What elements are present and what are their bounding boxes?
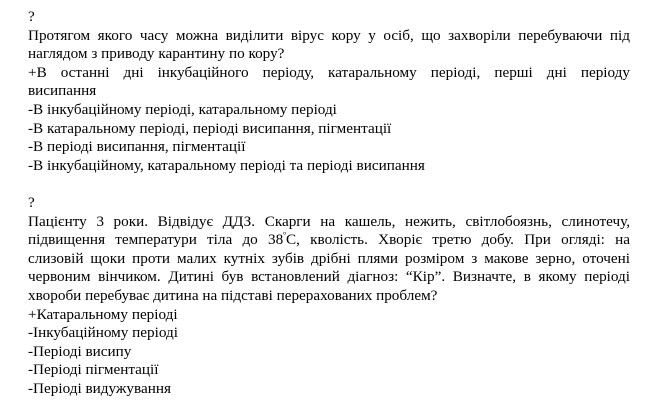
question-stem-line-with-temperature: [28, 231, 630, 250]
test-document: [28, 8, 630, 398]
answer-option: -Періоді пігментації: [28, 361, 159, 379]
question-stem-line: Пацієнту 3 роки. Відвідує ДДЗ. Скарги на кашель, нежить, світлобоязнь, слинотечу,: [28, 212, 630, 230]
question-stem-line: слизовій щоки проти малих кутніх зубів дрібні плями розміром з макове зерно, оточені: [28, 249, 630, 267]
spacer: [28, 175, 630, 194]
question-1: [28, 8, 630, 175]
question-marker: ?: [28, 193, 35, 211]
degree-sign: º: [283, 230, 286, 241]
answer-option: -Періоді висипу: [28, 342, 132, 360]
question-stem-line: наглядом з приводу карантину по кору?: [28, 45, 285, 63]
stem-text: С, кволість. Хворіє третю добу. При огляді: на: [285, 231, 630, 249]
question-stem-line: хвороби перебуває дитина на підставі перерахованих проблем?: [28, 286, 438, 304]
question-stem-line: червоним вінчиком. Дитині був встановлений діагноз: “Кір”. Визначте, в якому періоді: [28, 268, 630, 286]
answer-option: -Інкубаційному періоді: [28, 324, 178, 342]
correct-answer-line: +В останні дні інкубаційного періоду, катаральному періоді, перші дні періоду: [28, 63, 630, 81]
question-stem-line: Протягом якого часу можна виділити вірус кору у осіб, що захворіли перебуваючи під: [28, 26, 630, 44]
question-marker: ?: [28, 8, 35, 25]
correct-answer-line: висипання: [28, 82, 97, 100]
answer-option: -В катаральному періоді, періоді висипання, пігментації: [28, 119, 392, 137]
correct-answer-line: +Катаральному періоді: [28, 305, 178, 323]
question-2: [28, 194, 630, 399]
answer-option: -В періоді висипання, пігментації: [28, 138, 246, 156]
stem-text: підвищення температури тіла до 38: [28, 231, 284, 249]
answer-option: -В інкубаційному, катаральному періоді та періоді висипання: [28, 156, 425, 174]
answer-option: -В інкубаційному періоді, катаральному періоді: [28, 100, 337, 118]
answer-option: -Періоді видужування: [28, 379, 171, 397]
